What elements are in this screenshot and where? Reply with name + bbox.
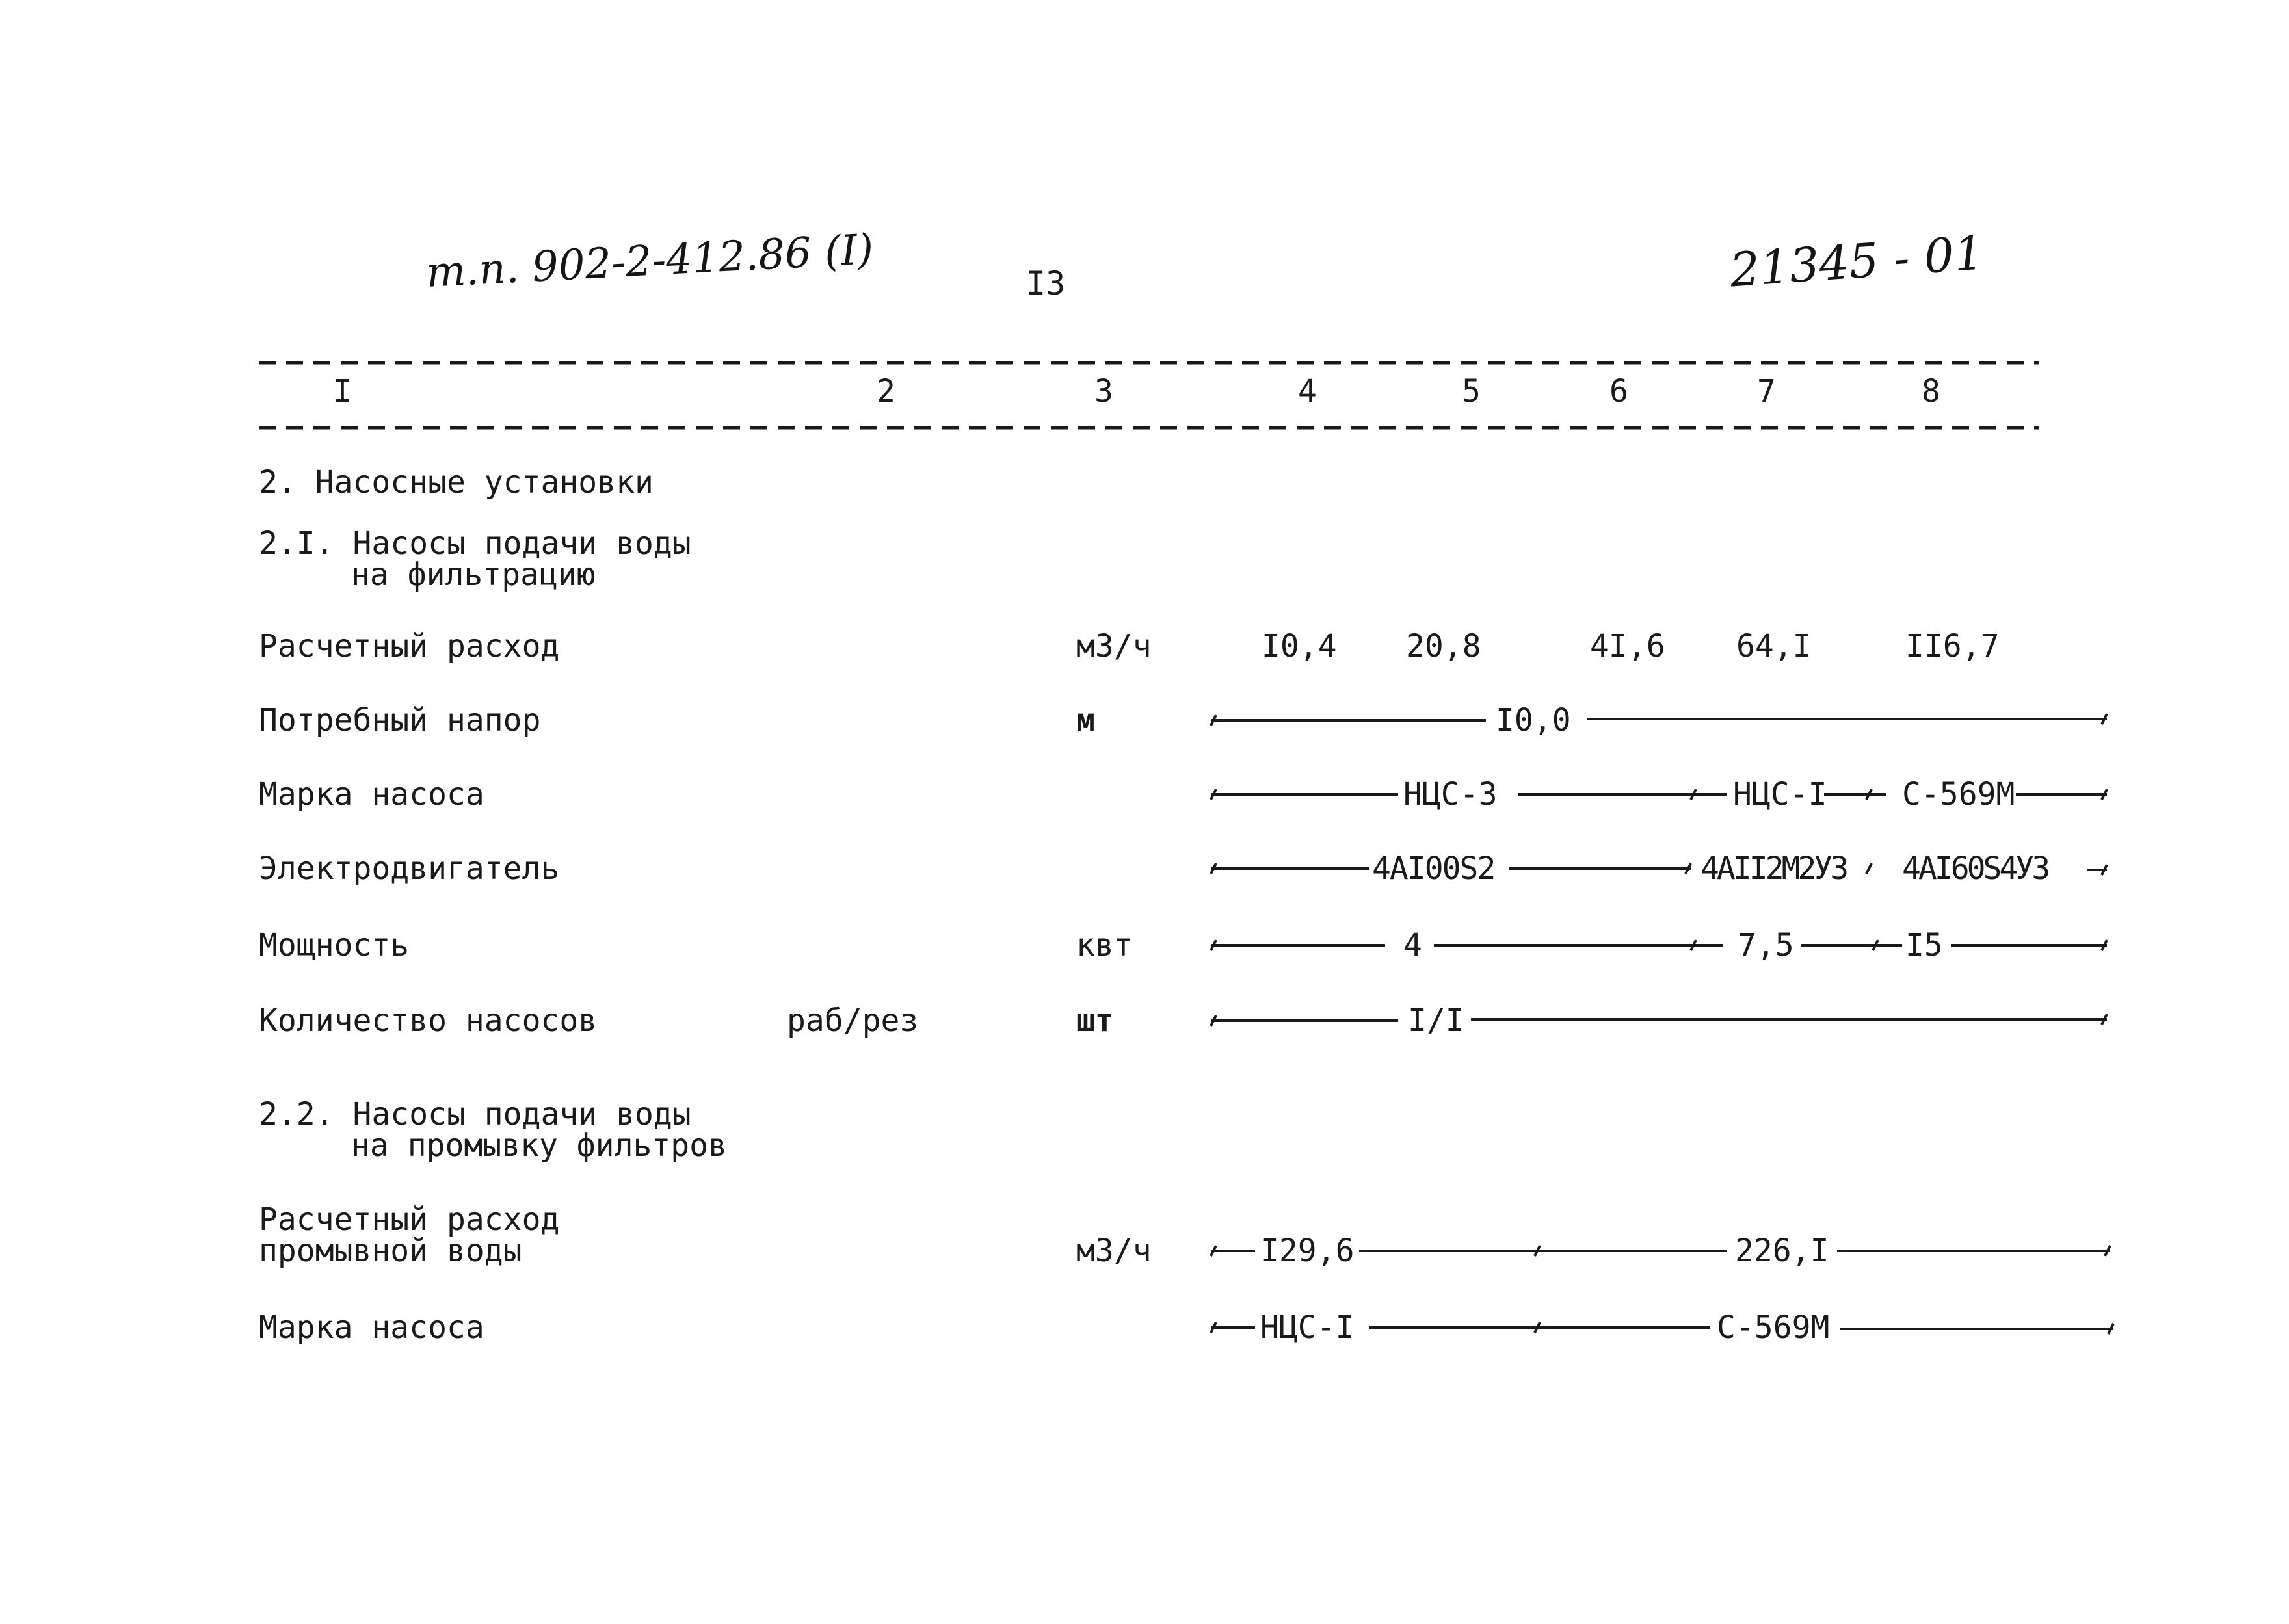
wash-flow-unit: м3/ч (1076, 1233, 1152, 1269)
flow-value-6: 4I,6 (1590, 628, 1665, 664)
subsection-2-1-title-line2: на фильтрацию (351, 557, 596, 593)
flow-unit: м3/ч (1076, 628, 1152, 664)
flow-value-8: II6,7 (1905, 628, 2000, 664)
head-label: Потребный напор (259, 702, 541, 739)
column-header-6: 6 (1609, 373, 1628, 410)
wash-pump-value-1: НЦС-I (1260, 1309, 1355, 1346)
flow-value-7: 64,I (1736, 628, 1812, 664)
power-unit: квт (1076, 927, 1133, 963)
wash-flow-label-line1: Расчетный расход (259, 1201, 560, 1238)
column-header-7: 7 (1757, 373, 1776, 410)
flow-value-5: 20,8 (1406, 628, 1481, 664)
page-number: I3 (1026, 265, 1066, 302)
count-label: Количество насосов (259, 1002, 598, 1039)
column-header-8: 8 (1922, 373, 1940, 410)
count-unit: шт (1076, 1002, 1114, 1039)
motor-label: Электродвигатель (259, 850, 560, 887)
flow-value-4: I0,4 (1262, 628, 1337, 664)
section-title: 2. Насосные установки (259, 464, 654, 501)
wash-flow-value-1: I29,6 (1260, 1233, 1355, 1269)
column-header-5: 5 (1462, 373, 1481, 410)
wash-pump-label: Марка насоса (259, 1309, 484, 1346)
power-span-lines (1211, 940, 2107, 950)
subsection-2-1-title-line1: 2.I. Насосы подачи воды (259, 525, 691, 562)
count-value: I/I (1408, 1002, 1464, 1039)
pump-label: Марка насоса (259, 776, 484, 813)
subsection-2-2-title-line2: на промывку фильтров (351, 1127, 727, 1164)
flow-label: Расчетный расход (259, 628, 560, 664)
column-header-1: I (333, 373, 352, 410)
motor-value-3: 4АI60S4У3 (1902, 850, 2048, 887)
column-header-3: 3 (1094, 373, 1113, 410)
wash-pump-value-2: С-569М (1717, 1309, 1830, 1346)
count-qualifier: раб/рез (787, 1002, 919, 1039)
column-header-2: 2 (877, 373, 895, 410)
subsection-2-2-title-line1: 2.2. Насосы подачи воды (259, 1096, 691, 1133)
motor-value-2: 4АII2М2У3 (1700, 850, 1847, 887)
pump-value-1: НЦС-3 (1403, 776, 1498, 813)
power-value-3: I5 (1905, 927, 1943, 963)
wash-flow-value-2: 226,I (1735, 1233, 1829, 1269)
head-span-line (1211, 714, 2107, 726)
wash-flow-label-line2: промывной воды (259, 1233, 522, 1269)
count-span-line (1211, 1014, 2107, 1026)
power-label: Мощность (259, 927, 410, 963)
motor-value-1: 4АI00S2 (1372, 850, 1495, 887)
inventory-number: 21345 - 01 (1728, 225, 1986, 298)
column-header-4: 4 (1298, 373, 1317, 410)
head-value: I0,0 (1496, 702, 1571, 739)
pump-value-2: НЦС-I (1733, 776, 1827, 813)
power-value-1: 4 (1403, 927, 1422, 963)
pump-value-3: С-569М (1902, 776, 2015, 813)
head-unit: м (1076, 702, 1095, 739)
document-code: т.п. 902-2-412.86 (I) (425, 226, 875, 297)
power-value-2: 7,5 (1738, 927, 1794, 963)
